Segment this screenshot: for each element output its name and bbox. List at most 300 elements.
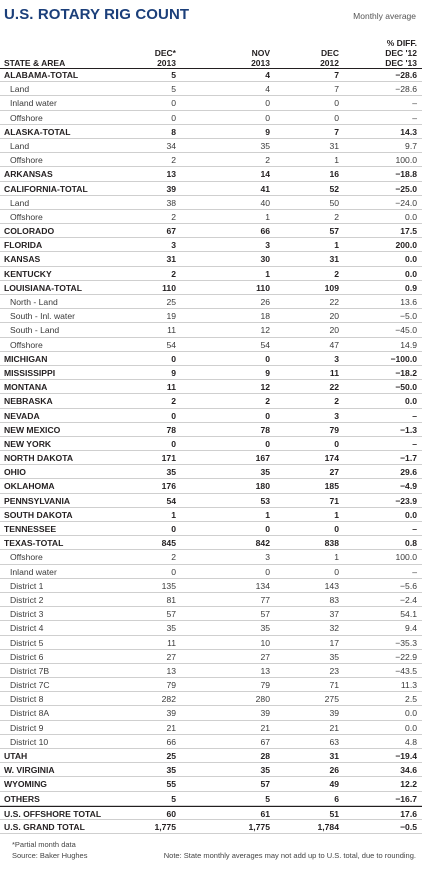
row-label: U.S. GRAND TOTAL [4, 821, 85, 832]
table-row [0, 252, 422, 266]
table-row [0, 139, 422, 153]
cell-dec-2012: 39 [329, 708, 339, 719]
cell-dec-2013: 67 [166, 226, 176, 237]
cell-nov-2013: 167 [255, 453, 270, 464]
cell-dec-2013: 11 [166, 382, 176, 393]
row-label: NEW MEXICO [4, 424, 61, 435]
table-row [0, 820, 422, 834]
cell-nov-2013: 61 [260, 808, 270, 819]
cell-dec-2013: 11 [167, 637, 176, 648]
cell-pct-diff: −50.0 [395, 382, 417, 393]
cell-nov-2013: 2 [265, 155, 270, 166]
cell-dec-2013: 0 [171, 524, 176, 534]
cell-dec-2013: 0 [171, 438, 176, 449]
cell-nov-2013: 21 [260, 722, 270, 733]
table-row [0, 196, 422, 210]
cell-dec-2012: 1,784 [317, 821, 339, 832]
cell-dec-2013: 60 [166, 808, 176, 819]
table-row [0, 352, 422, 366]
table-row [0, 621, 422, 635]
cell-nov-2013: 35 [260, 765, 270, 776]
cell-pct-diff: 0.0 [405, 722, 417, 733]
cell-dec-2012: 838 [324, 538, 339, 549]
row-label: Land [10, 84, 30, 95]
row-label: Offshore [10, 112, 43, 123]
cell-dec-2013: 1 [171, 509, 176, 520]
table-row [0, 210, 422, 224]
cell-pct-diff: −18.8 [395, 169, 417, 180]
cell-nov-2013: 0 [265, 353, 270, 364]
cell-pct-diff: 9.7 [405, 140, 417, 151]
table-row [0, 167, 422, 181]
table-row [0, 224, 422, 238]
cell-nov-2013: 5 [265, 793, 270, 804]
cell-pct-diff: 0.0 [405, 396, 417, 407]
cell-dec-2013: 1,775 [154, 821, 176, 832]
cell-dec-2012: 27 [329, 467, 339, 478]
cell-dec-2012: 1 [334, 552, 339, 563]
cell-dec-2013: 9 [171, 367, 176, 378]
cell-pct-diff: 14.9 [400, 339, 417, 350]
cell-dec-2012: 20 [329, 311, 339, 322]
column-header-state: STATE & AREA [4, 58, 66, 68]
row-label: OTHERS [4, 793, 40, 804]
cell-pct-diff: 0.0 [405, 509, 417, 520]
cell-dec-2013: 0 [171, 98, 176, 109]
table-row [0, 749, 422, 763]
row-label: District 3 [10, 609, 44, 620]
row-label: KANSAS [4, 254, 41, 265]
cell-pct-diff: 9.4 [405, 623, 417, 634]
footnote-partial: *Partial month data [12, 840, 76, 849]
cell-pct-diff: −0.5 [400, 821, 417, 832]
table-row [0, 536, 422, 550]
row-label: MISSISSIPPI [4, 367, 56, 378]
cell-dec-2013: 81 [166, 594, 176, 605]
cell-pct-diff: 4.8 [405, 736, 417, 747]
cell-dec-2013: 135 [161, 580, 176, 591]
cell-nov-2013: 1 [265, 268, 270, 279]
cell-nov-2013: 28 [260, 751, 270, 761]
cell-nov-2013: 27 [260, 651, 270, 662]
cell-nov-2013: 30 [260, 254, 270, 265]
cell-dec-2012: 2 [334, 211, 339, 222]
cell-dec-2012: 7 [334, 84, 339, 95]
table-row [0, 678, 422, 692]
cell-dec-2012: 0 [334, 112, 339, 123]
row-label: OHIO [4, 467, 26, 478]
cell-nov-2013: 41 [260, 183, 270, 194]
cell-dec-2013: 19 [166, 311, 176, 322]
row-label: District 6 [10, 651, 44, 662]
row-label: SOUTH DAKOTA [4, 509, 73, 520]
cell-pct-diff: −18.2 [395, 367, 417, 378]
column-header-dec-2013: DEC* 2013 [154, 48, 176, 68]
table-row [0, 281, 422, 295]
column-header-pct-diff: % DIFF. DEC '12 DEC '13 [385, 38, 417, 68]
row-label: NEVADA [4, 410, 40, 421]
cell-dec-2012: 6 [334, 793, 339, 804]
row-label: LOUISIANA-TOTAL [4, 282, 82, 293]
row-label: NEW YORK [4, 438, 52, 449]
table-row [0, 409, 422, 423]
cell-pct-diff: 2.5 [405, 694, 417, 705]
row-label: District 2 [10, 594, 44, 605]
row-label: Inland water [10, 566, 57, 577]
cell-dec-2012: 3 [334, 353, 339, 364]
row-label: ALABAMA-TOTAL [4, 70, 79, 80]
cell-pct-diff: −4.9 [400, 481, 417, 492]
cell-dec-2013: 21 [166, 722, 176, 733]
cell-dec-2013: 38 [166, 197, 176, 208]
table-row [0, 295, 422, 309]
cell-pct-diff: 0.0 [405, 211, 417, 222]
cell-pct-diff: −5.6 [400, 580, 417, 591]
cell-dec-2013: 39 [166, 183, 176, 194]
cell-nov-2013: 40 [260, 197, 270, 208]
table-body [0, 68, 422, 834]
cell-dec-2013: 25 [166, 297, 176, 307]
cell-nov-2013: 0 [265, 524, 270, 534]
cell-dec-2012: 37 [329, 609, 339, 620]
cell-dec-2012: 1 [334, 240, 339, 251]
cell-pct-diff: −19.4 [395, 751, 417, 761]
cell-dec-2012: 7 [334, 126, 339, 137]
table-row [0, 437, 422, 451]
table-row [0, 650, 422, 664]
cell-nov-2013: 12 [260, 325, 270, 336]
cell-pct-diff: 14.3 [400, 126, 417, 137]
row-label: Offshore [10, 155, 43, 166]
cell-nov-2013: 1,775 [248, 821, 270, 832]
cell-dec-2012: 22 [329, 297, 339, 307]
cell-nov-2013: 26 [260, 297, 270, 307]
cell-dec-2012: 174 [324, 453, 339, 464]
cell-dec-2013: 5 [171, 70, 176, 80]
cell-nov-2013: 0 [265, 112, 270, 123]
cell-pct-diff: 0.0 [405, 708, 417, 719]
table-row [0, 550, 422, 564]
cell-pct-diff: 54.1 [400, 609, 417, 620]
row-label: South - Inl. water [10, 311, 75, 322]
cell-dec-2013: 31 [166, 254, 176, 265]
row-label: Offshore [10, 552, 43, 563]
row-label: North - Land [10, 297, 58, 307]
row-label: NORTH DAKOTA [4, 453, 74, 464]
cell-pct-diff: 17.6 [400, 808, 417, 819]
row-label: MICHIGAN [4, 353, 48, 364]
table-row [0, 735, 422, 749]
cell-dec-2013: 0 [171, 410, 176, 421]
cell-nov-2013: 39 [260, 708, 270, 719]
row-label: ALASKA-TOTAL [4, 126, 71, 137]
cell-dec-2013: 54 [166, 495, 176, 506]
cell-pct-diff: 12.2 [400, 779, 417, 790]
cell-dec-2012: 50 [329, 197, 339, 208]
cell-dec-2013: 54 [166, 339, 176, 350]
cell-dec-2013: 11 [167, 325, 176, 336]
row-label: Land [10, 140, 30, 151]
cell-dec-2012: 71 [329, 680, 339, 691]
cell-pct-diff: 200.0 [395, 240, 417, 251]
cell-dec-2013: 35 [166, 765, 176, 776]
table-row [0, 706, 422, 720]
table-row [0, 309, 422, 323]
cell-pct-diff: −100.0 [390, 353, 417, 364]
cell-nov-2013: 35 [260, 140, 270, 151]
cell-nov-2013: 4 [265, 84, 270, 95]
cell-dec-2013: 8 [171, 126, 176, 137]
cell-nov-2013: 13 [260, 665, 270, 676]
cell-dec-2013: 78 [166, 424, 176, 435]
cell-dec-2012: 83 [329, 594, 339, 605]
cell-dec-2012: 47 [329, 339, 339, 350]
cell-nov-2013: 4 [265, 70, 270, 80]
cell-nov-2013: 280 [255, 694, 270, 705]
cell-dec-2012: 57 [329, 226, 339, 237]
table-row [0, 806, 422, 820]
cell-nov-2013: 110 [256, 282, 270, 293]
cell-dec-2012: 71 [329, 495, 339, 506]
table-row [0, 692, 422, 706]
cell-nov-2013: 9 [265, 367, 270, 378]
cell-pct-diff: 0.0 [405, 268, 417, 279]
cell-dec-2012: 35 [329, 651, 339, 662]
cell-dec-2013: 66 [166, 736, 176, 747]
cell-dec-2012: 109 [324, 282, 339, 293]
cell-pct-diff: – [412, 566, 417, 577]
cell-dec-2012: 0 [334, 438, 339, 449]
table-row [0, 451, 422, 465]
cell-nov-2013: 77 [260, 594, 270, 605]
table-row [0, 96, 422, 110]
cell-nov-2013: 10 [260, 637, 270, 648]
cell-pct-diff: 29.6 [400, 467, 417, 478]
cell-dec-2012: 0 [334, 98, 339, 109]
cell-dec-2012: 185 [324, 481, 339, 492]
cell-nov-2013: 180 [255, 481, 270, 492]
cell-pct-diff: −16.7 [395, 793, 417, 804]
table-row [0, 82, 422, 96]
cell-nov-2013: 1 [265, 509, 270, 520]
cell-nov-2013: 57 [260, 779, 270, 790]
cell-dec-2013: 34 [166, 140, 176, 151]
table-row [0, 182, 422, 196]
table-row [0, 366, 422, 380]
cell-dec-2012: 275 [324, 694, 339, 705]
table-row [0, 380, 422, 394]
cell-pct-diff: −28.6 [395, 70, 417, 80]
column-header-dec-2012: DEC 2012 [320, 48, 339, 68]
cell-dec-2013: 2 [171, 155, 176, 166]
cell-pct-diff: – [412, 112, 417, 123]
cell-dec-2012: 2 [334, 268, 339, 279]
cell-dec-2013: 27 [166, 651, 176, 662]
cell-dec-2012: 23 [329, 665, 339, 676]
cell-nov-2013: 842 [255, 538, 270, 549]
table-row [0, 593, 422, 607]
cell-dec-2013: 39 [166, 708, 176, 719]
cell-pct-diff: – [412, 98, 417, 109]
table-row [0, 636, 422, 650]
table-row [0, 125, 422, 139]
cell-dec-2012: 0 [334, 524, 339, 534]
cell-nov-2013: 1 [265, 211, 270, 222]
cell-pct-diff: – [412, 438, 417, 449]
cell-dec-2012: 1 [334, 509, 339, 520]
cell-nov-2013: 35 [260, 467, 270, 478]
table-row [0, 607, 422, 621]
row-label: District 5 [10, 637, 44, 648]
table-row [0, 338, 422, 352]
row-label: FLORIDA [4, 240, 43, 251]
table-row [0, 465, 422, 479]
cell-dec-2013: 57 [166, 609, 176, 620]
cell-dec-2012: 31 [329, 751, 339, 761]
row-label: MONTANA [4, 382, 48, 393]
cell-dec-2013: 35 [166, 467, 176, 478]
cell-dec-2012: 3 [334, 410, 339, 421]
cell-dec-2013: 5 [171, 793, 176, 804]
cell-pct-diff: −35.3 [395, 637, 417, 648]
cell-dec-2012: 51 [329, 808, 339, 819]
table-row [0, 423, 422, 437]
table-row [0, 153, 422, 167]
cell-dec-2012: 7 [334, 70, 339, 80]
cell-nov-2013: 0 [265, 410, 270, 421]
cell-nov-2013: 18 [260, 311, 270, 322]
cell-nov-2013: 57 [260, 609, 270, 620]
cell-dec-2012: 17 [329, 637, 339, 648]
table-row [0, 721, 422, 735]
cell-dec-2013: 0 [171, 112, 176, 123]
cell-pct-diff: 0.9 [405, 282, 417, 293]
row-label: Offshore [10, 211, 43, 222]
row-label: District 4 [10, 623, 44, 634]
row-label: U.S. OFFSHORE TOTAL [4, 808, 102, 819]
cell-nov-2013: 35 [260, 623, 270, 634]
cell-pct-diff: −1.7 [400, 453, 417, 464]
cell-dec-2012: 143 [324, 580, 339, 591]
row-label: South - Land [10, 325, 60, 336]
cell-dec-2013: 35 [166, 623, 176, 634]
table-row [0, 763, 422, 777]
table-row [0, 522, 422, 536]
cell-pct-diff: 0.0 [405, 254, 417, 265]
cell-dec-2012: 2 [334, 396, 339, 407]
cell-dec-2012: 49 [329, 779, 339, 790]
cell-nov-2013: 67 [260, 736, 270, 747]
row-label: CALIFORNIA-TOTAL [4, 183, 88, 194]
cell-pct-diff: 34.6 [400, 765, 417, 776]
cell-dec-2012: 32 [329, 623, 339, 634]
cell-pct-diff: −25.0 [395, 183, 417, 194]
cell-nov-2013: 53 [260, 495, 270, 506]
cell-nov-2013: 78 [260, 424, 270, 435]
cell-nov-2013: 134 [255, 580, 270, 591]
cell-nov-2013: 54 [260, 339, 270, 350]
cell-dec-2013: 171 [161, 453, 176, 464]
cell-dec-2013: 282 [161, 694, 176, 705]
cell-pct-diff: – [412, 524, 417, 534]
cell-pct-diff: 11.3 [400, 680, 417, 691]
row-label: KENTUCKY [4, 268, 52, 279]
cell-dec-2012: 26 [329, 765, 339, 776]
table-subtitle: Monthly average [353, 11, 416, 21]
cell-nov-2013: 2 [265, 396, 270, 407]
row-label: ARKANSAS [4, 169, 53, 180]
row-label: TEXAS-TOTAL [4, 538, 64, 549]
table-row [0, 238, 422, 252]
cell-pct-diff: −2.4 [400, 594, 417, 605]
cell-nov-2013: 0 [265, 438, 270, 449]
row-label: District 7C [10, 680, 50, 691]
cell-dec-2012: 16 [329, 169, 339, 180]
row-label: COLORADO [4, 226, 55, 237]
cell-dec-2013: 845 [161, 538, 176, 549]
cell-pct-diff: −5.0 [400, 311, 417, 322]
table-row [0, 267, 422, 281]
cell-nov-2013: 79 [260, 680, 270, 691]
row-label: Land [10, 197, 30, 208]
cell-pct-diff: −43.5 [395, 665, 417, 676]
cell-pct-diff: −45.0 [395, 325, 417, 336]
cell-dec-2012: 11 [329, 367, 339, 378]
cell-dec-2013: 0 [171, 566, 176, 577]
cell-pct-diff: 13.6 [400, 297, 417, 307]
cell-nov-2013: 0 [265, 566, 270, 577]
cell-dec-2012: 20 [329, 325, 339, 336]
cell-dec-2013: 2 [171, 268, 176, 279]
cell-dec-2013: 2 [171, 396, 176, 407]
cell-pct-diff: −28.6 [395, 84, 417, 95]
cell-dec-2013: 55 [166, 779, 176, 790]
cell-dec-2012: 52 [329, 183, 339, 194]
row-label: District 7B [10, 665, 50, 676]
cell-nov-2013: 3 [265, 552, 270, 563]
cell-dec-2012: 0 [334, 566, 339, 577]
row-label: PENNSYLVANIA [4, 495, 71, 506]
row-label: Offshore [10, 339, 43, 350]
cell-dec-2013: 13 [166, 169, 176, 180]
row-label: NEBRASKA [4, 396, 53, 407]
cell-dec-2013: 25 [166, 751, 176, 761]
footnote-source: Source: Baker Hughes [12, 851, 88, 860]
table-row [0, 394, 422, 408]
table-title: U.S. ROTARY RIG COUNT [4, 6, 190, 23]
table-row [0, 777, 422, 791]
cell-dec-2012: 22 [329, 382, 339, 393]
cell-nov-2013: 9 [265, 126, 270, 137]
table-row [0, 68, 422, 82]
cell-dec-2012: 31 [329, 254, 339, 265]
row-label: UTAH [4, 751, 28, 761]
cell-dec-2012: 31 [329, 140, 339, 151]
cell-pct-diff: – [412, 410, 417, 421]
row-label: District 8A [10, 708, 50, 719]
row-label: OKLAHOMA [4, 481, 55, 492]
footnote-rounding: Note: State monthly averages may not add up to U.S. total, due to rounding. [163, 851, 416, 860]
cell-nov-2013: 0 [265, 98, 270, 109]
table-row [0, 664, 422, 678]
cell-dec-2013: 2 [171, 211, 176, 222]
cell-pct-diff: 100.0 [395, 552, 417, 563]
cell-dec-2013: 110 [162, 282, 176, 293]
cell-pct-diff: 17.5 [400, 226, 417, 237]
cell-dec-2012: 79 [329, 424, 339, 435]
row-label: District 9 [10, 722, 44, 733]
column-header-row [0, 36, 422, 68]
